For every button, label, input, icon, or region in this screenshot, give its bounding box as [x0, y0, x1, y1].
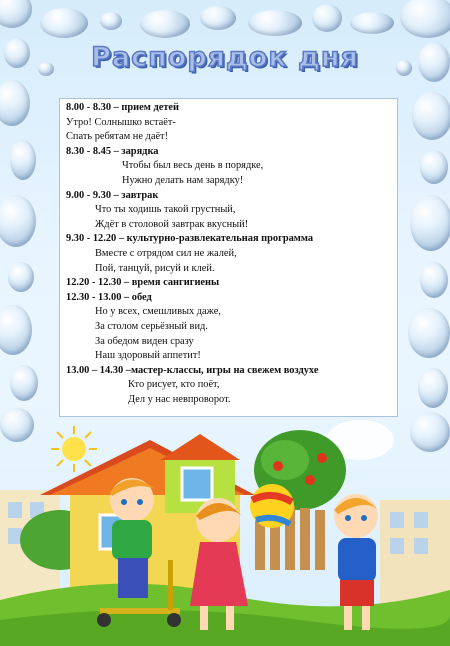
- schedule-verse-line: Утро! Солнышко встаёт-: [66, 116, 176, 128]
- bubble-decoration: [0, 80, 30, 126]
- schedule-time-heading: 8.00 - 8.30 – прием детей: [66, 102, 180, 113]
- schedule-verse-line: Вместе с отрядом сил не жалей,: [95, 247, 237, 259]
- bubble-decoration: [408, 308, 450, 358]
- bubble-decoration: [312, 4, 342, 32]
- bubble-decoration: [420, 150, 448, 184]
- bubble-decoration: [420, 262, 448, 298]
- bubble-decoration: [0, 195, 36, 247]
- schedule-time-heading: 9.00 - 9.30 – завтрак: [66, 189, 159, 201]
- bubble-decoration: [0, 305, 32, 355]
- schedule-time-heading: 12.30 - 13.00 – обед: [66, 291, 152, 303]
- bubble-decoration: [418, 368, 448, 408]
- bubble-decoration: [0, 0, 32, 28]
- page-title: Распорядок дня: [91, 42, 359, 73]
- bubble-decoration: [200, 6, 236, 30]
- schedule-verse-line: Чтобы был весь день в порядке,: [122, 160, 264, 172]
- schedule-time-heading: 13.00 – 14.30 –мастер-классы, игры на свежем воздухе: [66, 364, 319, 376]
- schedule-verse-line: Нужно делать нам зарядку!: [122, 174, 244, 186]
- schedule-verse-line: Ждёт в столовой завтрак вкусный!: [95, 218, 249, 230]
- bubble-decoration: [248, 10, 302, 36]
- schedule-verse-line: Кто рисует, кто поёт,: [128, 379, 220, 391]
- schedule-verse-line: За обедом виден сразу: [95, 335, 194, 347]
- bubble-decoration: [350, 12, 394, 34]
- schedule-verse-line: Спать ребятам не даёт!: [66, 131, 169, 143]
- bubble-decoration: [10, 365, 38, 401]
- bubble-decoration: [410, 195, 450, 251]
- schedule-verse-line: За столом серьёзный вид.: [95, 320, 208, 332]
- bubble-decoration: [40, 8, 88, 38]
- schedule-verse-line: Но у всех, смешливых даже,: [95, 306, 221, 318]
- bubble-decoration: [8, 262, 34, 292]
- schedule-verse-line: Что ты ходишь такой грустный,: [95, 204, 236, 216]
- bubble-decoration: [400, 0, 450, 38]
- title-banner: [0, 42, 450, 86]
- schedule-panel: [59, 98, 398, 417]
- schedule-verse-line: Дел у нас невпроворот.: [128, 393, 231, 405]
- bubble-decoration: [412, 92, 450, 140]
- bubble-decoration: [10, 140, 36, 180]
- sun-icon: [49, 424, 99, 474]
- schedule-verse-line: Наш здоровый аппетит!: [95, 350, 201, 362]
- schedule-time-heading: 12.20 - 12.30 – время сангигиены: [66, 277, 220, 289]
- bubble-decoration: [140, 10, 190, 38]
- schedule-verse-line: Пой, танцуй, рисуй и клей.: [95, 262, 215, 274]
- schedule-time-heading: 9.30 - 12.20 – культурно-развлекательная программа: [66, 233, 314, 245]
- schedule-time-heading: 8.30 - 8.45 – зарядка: [66, 145, 159, 157]
- bubble-decoration: [100, 12, 122, 30]
